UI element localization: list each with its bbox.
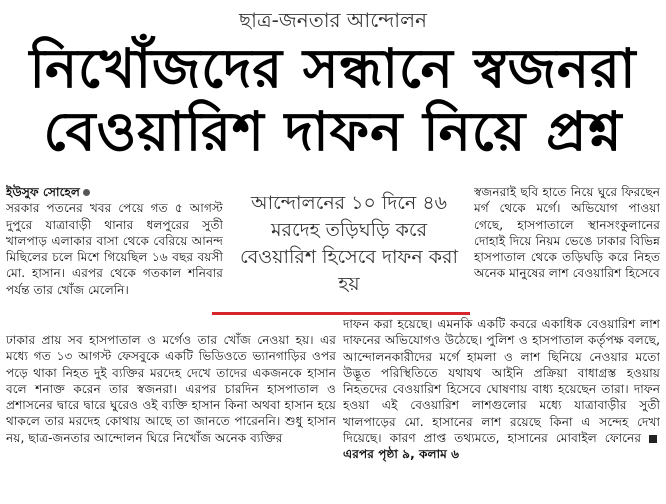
left-column [6,184,223,332]
pull-quote-rule [212,312,470,315]
byline: ইউসুফ সোহেল [6,185,90,199]
continuation-square-icon [649,435,657,443]
right-column [474,184,660,324]
headline-line-1: নিখোঁজদের সন্ধানে স্বজনরা [29,37,637,100]
headline-line-2: বেওয়ারিশ দাফন নিয়ে প্রশ্ন [43,100,623,163]
left-column-text: সরকার পতনের খবর পেয়ে গত ৫ আগস্ট দুপুরে যাত্রাবাড়ী থানার ধলপুরের সুতী খালপাড় এলাকার বাসা থেকে বেরিয়ে আনন্দ মিছিলের চলে মিশে গিয়েছিল ১৬ বছর বয়সী মো. হাসান। এরপর থেকে গতকাল শনিবার পর্যন্ত তার খোঁজ মেলেনি। [6,201,223,297]
bottom-left-column [6,332,336,502]
bottom-right-text: দাফন করা হয়েছে। এমনকি একটি কবরে একাধিক বেওয়ারিশ লাশ দাফনের অভিযোগও উঠেছে। পুলিশ ও হাসপাতাল কর্তৃপক্ষ বলছে, আন্দোলনকারীদের মর্গে হামলা ও লাশ ছিনিয়ে নেওয়ার মতো উদ্ভূত পরিস্থিতিতে যথাযথ আইনি প্রক্রিয়া বাধাগ্রস্ত হওয়ায় নিহতদের বেওয়ারিশ হিসেবে ঘোষণায় বাধ্য হয়েছেন তারা। দাফন হওয়া এই বেওয়ারিশ লাশগুলোর মধ্যে যাত্রাবাড়ীর সুতী খালপাড়ের মো. হাসানের লাশ রয়েছে কিনা এ সন্দেহ দেখা দিয়েছে। কারণ প্রাপ্ত তথ্যমতে, হাসানের মোবাইল ফোনের [343,317,660,446]
right-column-text: স্বজনরাই ছবি হাতে নিয়ে ঘুরে ফিরছেন মর্গ থেকে মর্গে। অভিযোগ পাওয়া গেছে, হাসপাতালে স্থানসংকুলানের দোহাই দিয়ে নিয়ম ভেঙে ঢাকার বিভিন্ন হাসপাতাল থেকে তড়িঘড়ি করে নিহত অনেক মানুষের লাশ বেওয়ারিশ হিসেবে [474,185,660,281]
kicker: ছাত্র-জনতার আন্দোলন [239,8,427,32]
continuation-ref: এরপর পৃষ্ঠা ৯, কলাম ৬ [343,431,660,461]
pull-quote: আন্দোলনের ১০ দিনে ৪৬ মরদেহ তড়িঘড়ি করে বেওয়ারিশ হিসেবে দাফন করা হয় [239,192,458,295]
bottom-right-column [343,316,660,502]
byline-bullet-icon [83,189,90,196]
bottom-left-text: ঢাকার প্রায় সব হাসপাতাল ও মর্গেও তার খোঁজ নেওয়া হয়। এর মধ্যে গত ১৩ আগস্ট ফেসবুকে একটি ভিডিওতে ভ্যানগাড়ির ওপর পড়ে থাকা নিহত দুই ব্যক্তির মরদেহ দেখে তাদের একজনকে হাসান বলে শনাক্ত করেন তার স্বজনরা। এরপর চারদিন হাসপাতাল ও প্রশাসনের দ্বারে দ্বারে ঘুরেও ওই ব্যক্তি হাসান কিনা অথবা হাসান হয়ে থাকলে তার মরদেহ কোথায় আছে তা জানতে পারেননি। শুধু হাসান নয়, ছাত্র-জনতার আন্দোলন ঘিরে নিখোঁজ অনেক ব্যক্তির [6,333,336,445]
